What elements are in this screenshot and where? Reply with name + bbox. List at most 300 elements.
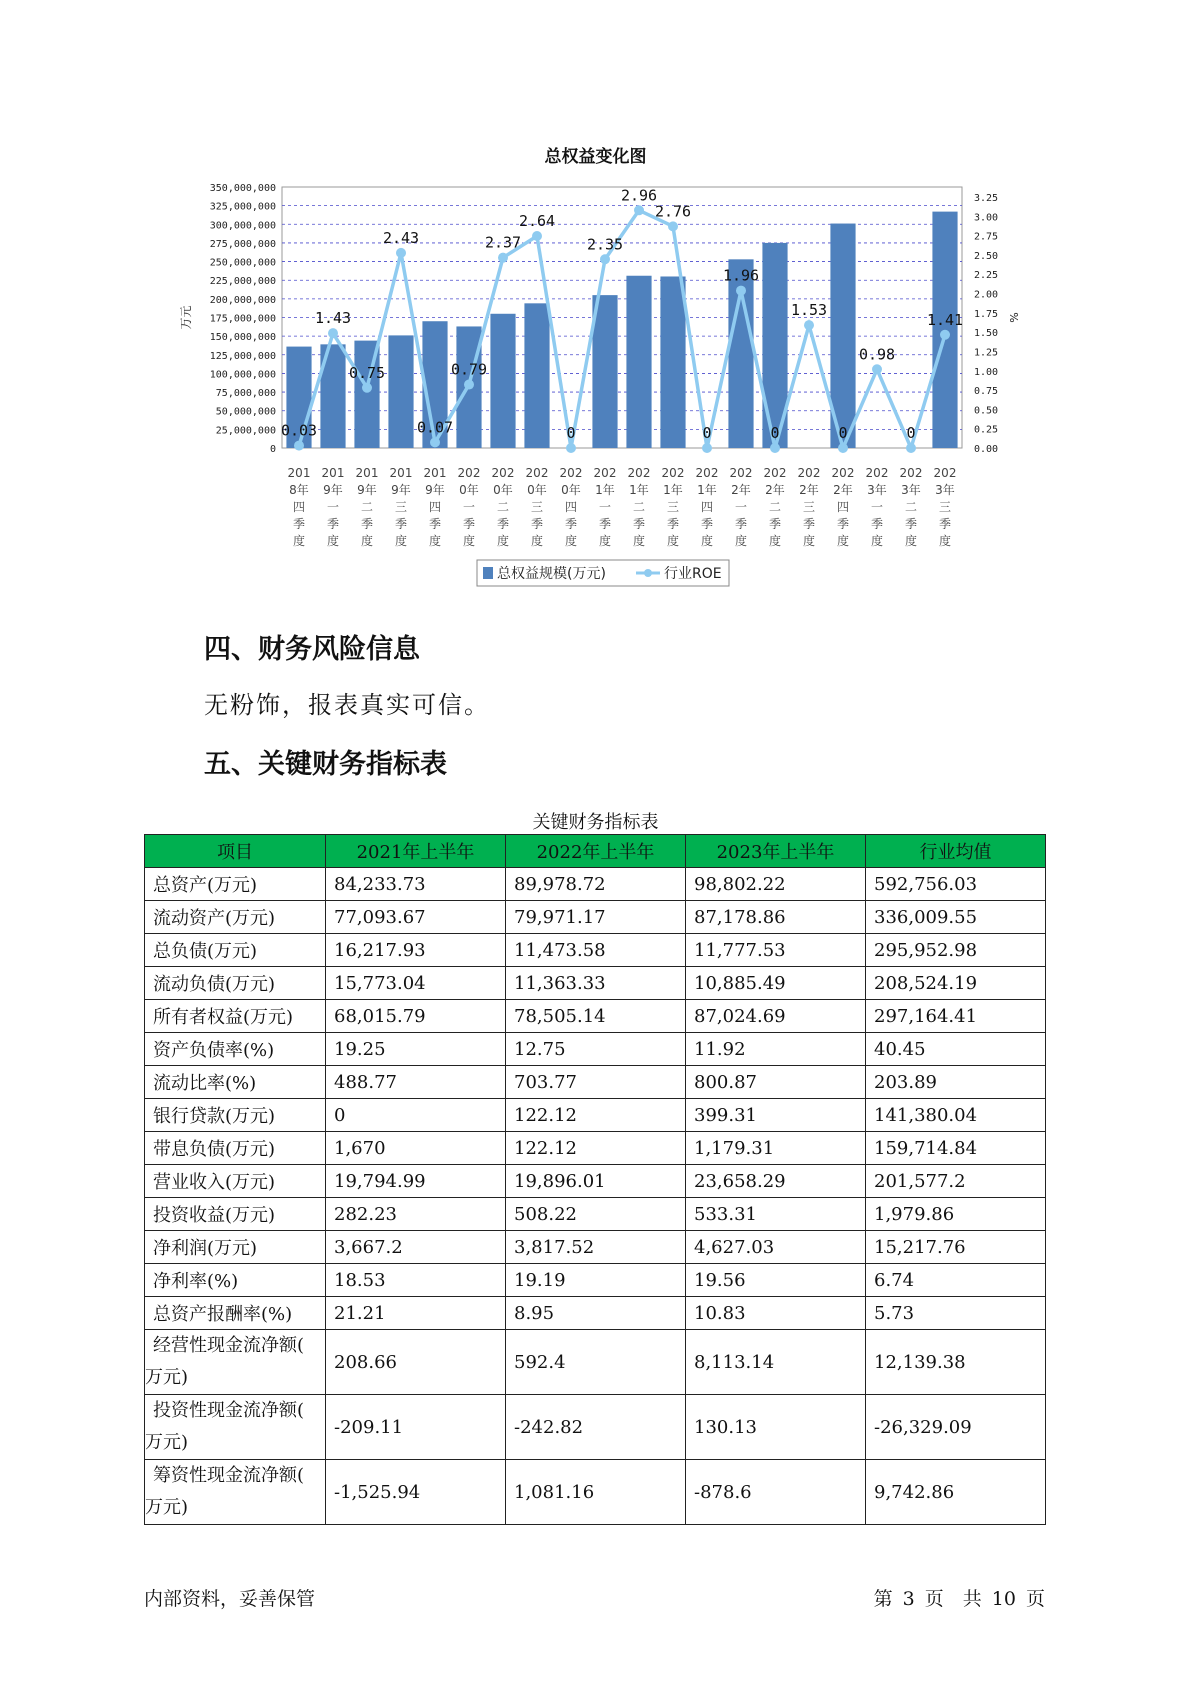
- table-cell: 3,667.2: [326, 1231, 506, 1264]
- roe-data-label: 2.76: [654, 202, 692, 221]
- x-tick-label: 季: [462, 517, 476, 531]
- table-cell: 87,024.69: [686, 1000, 866, 1033]
- footer-confidential-note: 内部资料，妥善保管: [144, 1588, 316, 1610]
- bar-equity: [592, 295, 617, 448]
- x-tick-label: 度: [734, 534, 748, 548]
- table-cell: 11,777.53: [686, 934, 866, 967]
- table-cell: 208,524.19: [866, 967, 1046, 1000]
- table-cell: -209.11: [326, 1395, 506, 1460]
- roe-point: [838, 443, 848, 453]
- table-cell: 488.77: [326, 1066, 506, 1099]
- table-header-cell: 行业均值: [866, 835, 1046, 868]
- table-cell: 592,756.03: [866, 868, 1046, 901]
- row-label: 带息负债(万元): [145, 1132, 326, 1165]
- roe-point: [430, 437, 440, 447]
- table-header-row: [145, 835, 1046, 868]
- x-tick-label: 9年: [357, 483, 377, 497]
- x-tick-label: 三: [938, 500, 952, 514]
- x-tick-label: 3年: [935, 483, 955, 497]
- table-row: [145, 1198, 1046, 1231]
- table-row: [145, 1395, 1046, 1460]
- x-tick-label: 季: [394, 517, 408, 531]
- roe-data-label: 0.75: [348, 363, 386, 382]
- table-cell: -878.6: [686, 1460, 866, 1525]
- table-row: [145, 868, 1046, 901]
- roe-point: [804, 320, 814, 330]
- roe-point: [294, 441, 304, 451]
- roe-data-label: 0: [770, 424, 780, 442]
- x-tick-label: 度: [394, 534, 408, 548]
- row-label: 净利润(万元): [145, 1231, 326, 1264]
- right-tick-label: 0.00: [974, 444, 999, 455]
- table-cell: 6.74: [866, 1264, 1046, 1297]
- table-cell: 9,742.86: [866, 1460, 1046, 1525]
- table-cell: 15,773.04: [326, 967, 506, 1000]
- bar-equity: [490, 314, 515, 448]
- roe-data-label: 0.03: [280, 421, 318, 440]
- chart-title: 总权益变化图: [544, 147, 647, 167]
- x-tick-label: 201: [355, 466, 379, 480]
- roe-data-label: 2.35: [586, 235, 624, 254]
- row-label: 流动资产(万元): [145, 901, 326, 934]
- row-label-line1: 投资性现金流净额(: [153, 1400, 305, 1421]
- table-cell: 19.56: [686, 1264, 866, 1297]
- row-label: 总资产报酬率(%): [145, 1297, 326, 1330]
- table-cell: 40.45: [866, 1033, 1046, 1066]
- table-cell: 16,217.93: [326, 934, 506, 967]
- x-tick-label: 202: [763, 466, 787, 480]
- table-cell: 21.21: [326, 1297, 506, 1330]
- x-tick-label: 度: [428, 534, 442, 548]
- x-tick-label: 度: [870, 534, 884, 548]
- table-header-cell: 2021年上半年: [326, 835, 506, 868]
- roe-data-label: 0: [702, 424, 712, 442]
- table-cell: 208.66: [326, 1330, 506, 1395]
- x-tick-label: 二: [904, 500, 918, 514]
- x-tick-label: 202: [627, 466, 651, 480]
- roe-data-label: 1.53: [790, 301, 828, 320]
- table-cell: 68,015.79: [326, 1000, 506, 1033]
- roe-data-label: 1.96: [722, 266, 760, 285]
- left-tick-label: 275,000,000: [209, 238, 276, 250]
- table-cell: 89,978.72: [506, 868, 686, 901]
- table-cell: 19.19: [506, 1264, 686, 1297]
- row-label: 流动比率(%): [145, 1066, 326, 1099]
- x-tick-label: 8年: [289, 483, 309, 497]
- table-cell: 11,363.33: [506, 967, 686, 1000]
- table-cell: 11.92: [686, 1033, 866, 1066]
- table-cell: 122.12: [506, 1099, 686, 1132]
- x-tick-label: 202: [899, 466, 923, 480]
- right-tick-label: 2.00: [974, 289, 999, 301]
- left-tick-label: 0: [269, 444, 276, 455]
- left-tick-label: 25,000,000: [215, 425, 276, 437]
- right-tick-label: 3.00: [974, 212, 999, 224]
- table-cell: 159,714.84: [866, 1132, 1046, 1165]
- row-label: 营业收入(万元): [145, 1165, 326, 1198]
- table-cell: 130.13: [686, 1395, 866, 1460]
- x-tick-label: 季: [870, 517, 884, 531]
- roe-point: [396, 248, 406, 258]
- table-cell: 8.95: [506, 1297, 686, 1330]
- x-tick-label: 202: [525, 466, 549, 480]
- x-tick-label: 9年: [425, 483, 445, 497]
- x-tick-label: 1年: [663, 483, 683, 497]
- x-tick-label: 度: [938, 534, 952, 548]
- table-cell: 703.77: [506, 1066, 686, 1099]
- roe-data-label: 0.07: [416, 418, 454, 437]
- x-tick-label: 201: [423, 466, 447, 480]
- roe-point: [566, 443, 576, 453]
- bar-equity: [626, 276, 651, 448]
- x-tick-label: 度: [802, 534, 816, 548]
- x-tick-label: 季: [836, 517, 850, 531]
- x-tick-label: 202: [865, 466, 889, 480]
- x-tick-label: 0年: [561, 483, 581, 497]
- x-tick-label: 四: [836, 500, 850, 514]
- bar-equity: [660, 276, 685, 448]
- x-tick-label: 度: [564, 534, 578, 548]
- table-cell: 533.31: [686, 1198, 866, 1231]
- x-tick-label: 0年: [493, 483, 513, 497]
- left-tick-label: 225,000,000: [209, 276, 276, 288]
- left-tick-label: 100,000,000: [209, 369, 276, 381]
- table-caption: 关键财务指标表: [532, 812, 659, 833]
- roe-point: [498, 253, 508, 263]
- table-cell: 84,233.73: [326, 868, 506, 901]
- table-header-cell: 项目: [145, 835, 326, 868]
- x-tick-label: 季: [564, 517, 578, 531]
- left-tick-label: 325,000,000: [209, 201, 276, 213]
- x-tick-label: 二: [768, 500, 782, 514]
- x-tick-label: 度: [530, 534, 544, 548]
- table-cell: 508.22: [506, 1198, 686, 1231]
- right-axis-title: %: [1007, 312, 1020, 323]
- roe-point: [770, 443, 780, 453]
- row-label: [145, 1395, 326, 1460]
- legend-line-label: 行业ROE: [664, 566, 722, 582]
- table-header-cell: 2022年上半年: [506, 835, 686, 868]
- row-label: [145, 1460, 326, 1525]
- x-tick-label: 度: [666, 534, 680, 548]
- row-label: [145, 1330, 326, 1395]
- x-tick-label: 季: [428, 517, 442, 531]
- table-cell: 19,896.01: [506, 1165, 686, 1198]
- roe-point: [634, 205, 644, 215]
- row-label: 银行贷款(万元): [145, 1099, 326, 1132]
- right-tick-label: 0.25: [974, 424, 999, 436]
- table-cell: 203.89: [866, 1066, 1046, 1099]
- row-label-line2: 万元): [145, 1432, 189, 1453]
- x-tick-label: 202: [831, 466, 855, 480]
- table-cell: 1,670: [326, 1132, 506, 1165]
- roe-point: [668, 221, 678, 231]
- table-row: [145, 1132, 1046, 1165]
- left-tick-label: 75,000,000: [215, 388, 276, 400]
- table-cell: 23,658.29: [686, 1165, 866, 1198]
- table-cell: 592.4: [506, 1330, 686, 1395]
- x-tick-label: 度: [462, 534, 476, 548]
- x-tick-label: 度: [768, 534, 782, 548]
- table-cell: 10.83: [686, 1297, 866, 1330]
- x-tick-label: 季: [938, 517, 952, 531]
- table-cell: 18.53: [326, 1264, 506, 1297]
- table-row: [145, 1099, 1046, 1132]
- x-tick-label: 季: [700, 517, 714, 531]
- roe-data-label: 0.79: [450, 360, 488, 379]
- table-row: [145, 934, 1046, 967]
- table-row: [145, 1033, 1046, 1066]
- x-tick-label: 季: [292, 517, 306, 531]
- x-tick-label: 3年: [867, 483, 887, 497]
- roe-data-label: 1.43: [314, 309, 352, 328]
- x-tick-label: 季: [496, 517, 510, 531]
- roe-point: [362, 383, 372, 393]
- table-row: [145, 1330, 1046, 1395]
- table-cell: 3,817.52: [506, 1231, 686, 1264]
- x-tick-label: 202: [797, 466, 821, 480]
- x-tick-label: 季: [768, 517, 782, 531]
- risk-description: 无粉饰，报表真实可信。: [204, 691, 490, 719]
- row-label: 总负债(万元): [145, 934, 326, 967]
- x-tick-label: 一: [326, 500, 340, 514]
- x-tick-label: 度: [292, 534, 306, 548]
- right-tick-label: 0.75: [974, 386, 999, 398]
- right-tick-label: 3.25: [974, 193, 999, 204]
- roe-point: [532, 231, 542, 241]
- row-label: 投资收益(万元): [145, 1198, 326, 1231]
- row-label-line1: 筹资性现金流净额(: [153, 1465, 305, 1486]
- roe-data-label: 2.64: [518, 211, 556, 230]
- roe-data-label: 1.41: [926, 310, 964, 329]
- table-cell: 141,380.04: [866, 1099, 1046, 1132]
- x-tick-label: 度: [496, 534, 510, 548]
- table-cell: 201,577.2: [866, 1165, 1046, 1198]
- left-tick-label: 350,000,000: [209, 183, 276, 194]
- table-cell: 4,627.03: [686, 1231, 866, 1264]
- x-tick-label: 2年: [799, 483, 819, 497]
- x-tick-label: 2年: [765, 483, 785, 497]
- x-tick-label: 一: [734, 500, 748, 514]
- table-cell: 77,093.67: [326, 901, 506, 934]
- x-tick-label: 一: [462, 500, 476, 514]
- legend-bar-label: 总权益规模(万元): [497, 566, 606, 582]
- table-row: [145, 1231, 1046, 1264]
- table-cell: 12.75: [506, 1033, 686, 1066]
- footer-page-number: 第 3 页 共 10 页: [873, 1588, 1045, 1610]
- roe-point: [328, 328, 338, 338]
- x-tick-label: 201: [321, 466, 345, 480]
- x-tick-label: 202: [559, 466, 583, 480]
- roe-point: [736, 286, 746, 296]
- table-cell: 399.31: [686, 1099, 866, 1132]
- table-cell: 1,179.31: [686, 1132, 866, 1165]
- x-tick-label: 202: [661, 466, 685, 480]
- roe-point: [872, 364, 882, 374]
- left-tick-label: 125,000,000: [209, 350, 276, 362]
- x-tick-label: 季: [802, 517, 816, 531]
- x-tick-label: 度: [598, 534, 612, 548]
- x-tick-label: 3年: [901, 483, 921, 497]
- row-label: 总资产(万元): [145, 868, 326, 901]
- right-tick-label: 2.25: [974, 270, 999, 282]
- roe-point: [940, 330, 950, 340]
- x-tick-label: 度: [632, 534, 646, 548]
- roe-point: [464, 380, 474, 390]
- table-cell: 12,139.38: [866, 1330, 1046, 1395]
- x-tick-label: 202: [729, 466, 753, 480]
- x-tick-label: 季: [632, 517, 646, 531]
- table-cell: 79,971.17: [506, 901, 686, 934]
- x-tick-label: 度: [904, 534, 918, 548]
- x-tick-label: 二: [632, 500, 646, 514]
- right-tick-label: 2.50: [974, 250, 999, 262]
- left-tick-label: 200,000,000: [209, 294, 276, 306]
- table-cell: 19.25: [326, 1033, 506, 1066]
- x-tick-label: 度: [360, 534, 374, 548]
- x-tick-label: 四: [292, 500, 306, 514]
- x-tick-label: 度: [700, 534, 714, 548]
- table-cell: 297,164.41: [866, 1000, 1046, 1033]
- x-tick-label: 四: [700, 500, 714, 514]
- x-tick-label: 度: [326, 534, 340, 548]
- left-axis-title: 万元: [179, 305, 193, 330]
- right-tick-label: 1.50: [974, 328, 999, 340]
- x-tick-label: 202: [695, 466, 719, 480]
- x-tick-label: 一: [870, 500, 884, 514]
- x-tick-label: 季: [530, 517, 544, 531]
- roe-data-label: 0: [566, 424, 576, 442]
- roe-data-label: 0.98: [858, 345, 896, 364]
- roe-data-label: 2.37: [484, 233, 522, 252]
- right-tick-label: 2.75: [974, 231, 999, 243]
- table-row: [145, 1460, 1046, 1525]
- table-cell: 87,178.86: [686, 901, 866, 934]
- left-tick-label: 50,000,000: [215, 406, 276, 418]
- equity-chart: [0, 0, 1191, 620]
- table-cell: 10,885.49: [686, 967, 866, 1000]
- row-label-line1: 经营性现金流净额(: [153, 1335, 305, 1356]
- table-cell: 336,009.55: [866, 901, 1046, 934]
- kpi-table: [144, 834, 1046, 1525]
- table-row: [145, 1297, 1046, 1330]
- x-tick-label: 四: [428, 500, 442, 514]
- table-cell: -26,329.09: [866, 1395, 1046, 1460]
- roe-point: [600, 254, 610, 264]
- x-tick-label: 三: [666, 500, 680, 514]
- table-row: [145, 1264, 1046, 1297]
- right-tick-label: 0.50: [974, 405, 999, 417]
- table-row: [145, 967, 1046, 1000]
- right-tick-label: 1.25: [974, 347, 999, 359]
- row-label-line2: 万元): [145, 1367, 189, 1388]
- kpi-section-heading: 五、关键财务指标表: [204, 749, 447, 780]
- table-cell: 8,113.14: [686, 1330, 866, 1395]
- row-label: 流动负债(万元): [145, 967, 326, 1000]
- x-tick-label: 二: [360, 500, 374, 514]
- x-tick-label: 四: [564, 500, 578, 514]
- table-cell: 1,979.86: [866, 1198, 1046, 1231]
- table-cell: 5.73: [866, 1297, 1046, 1330]
- x-tick-label: 0年: [527, 483, 547, 497]
- table-cell: 19,794.99: [326, 1165, 506, 1198]
- x-tick-label: 1年: [697, 483, 717, 497]
- x-tick-label: 201: [389, 466, 413, 480]
- x-tick-label: 季: [598, 517, 612, 531]
- x-tick-label: 度: [836, 534, 850, 548]
- table-cell: 15,217.76: [866, 1231, 1046, 1264]
- x-tick-label: 一: [598, 500, 612, 514]
- right-tick-label: 1.00: [974, 366, 999, 378]
- roe-point: [906, 443, 916, 453]
- x-tick-label: 202: [933, 466, 957, 480]
- roe-point: [702, 443, 712, 453]
- table-cell: 295,952.98: [866, 934, 1046, 967]
- row-label-line2: 万元): [145, 1497, 189, 1518]
- table-header-cell: 2023年上半年: [686, 835, 866, 868]
- row-label: 所有者权益(万元): [145, 1000, 326, 1033]
- x-tick-label: 季: [666, 517, 680, 531]
- x-tick-label: 201: [287, 466, 311, 480]
- x-tick-label: 1年: [595, 483, 615, 497]
- row-label: 净利率(%): [145, 1264, 326, 1297]
- table-row: [145, 1066, 1046, 1099]
- x-tick-label: 三: [394, 500, 408, 514]
- roe-data-label: 0: [906, 424, 916, 442]
- risk-section-heading: 四、财务风险信息: [204, 634, 420, 665]
- x-tick-label: 二: [496, 500, 510, 514]
- x-tick-label: 三: [802, 500, 816, 514]
- x-tick-label: 202: [491, 466, 515, 480]
- x-tick-label: 202: [593, 466, 617, 480]
- x-tick-label: 季: [734, 517, 748, 531]
- x-tick-label: 三: [530, 500, 544, 514]
- left-tick-label: 175,000,000: [209, 313, 276, 325]
- x-tick-label: 季: [904, 517, 918, 531]
- roe-data-label: 2.43: [382, 228, 420, 247]
- legend-line-marker: [644, 569, 652, 577]
- bar-equity: [388, 335, 413, 448]
- legend-bar-swatch: [483, 567, 493, 579]
- table-cell: 282.23: [326, 1198, 506, 1231]
- table-cell: 78,505.14: [506, 1000, 686, 1033]
- table-cell: 98,802.22: [686, 868, 866, 901]
- x-tick-label: 9年: [391, 483, 411, 497]
- table-cell: 122.12: [506, 1132, 686, 1165]
- bar-equity: [524, 303, 549, 448]
- table-row: [145, 901, 1046, 934]
- x-tick-label: 1年: [629, 483, 649, 497]
- x-tick-label: 0年: [459, 483, 479, 497]
- row-label: 资产负债率(%): [145, 1033, 326, 1066]
- left-tick-label: 300,000,000: [209, 220, 276, 232]
- table-cell: -1,525.94: [326, 1460, 506, 1525]
- table-cell: 0: [326, 1099, 506, 1132]
- table-cell: -242.82: [506, 1395, 686, 1460]
- table-cell: 1,081.16: [506, 1460, 686, 1525]
- left-tick-label: 250,000,000: [209, 257, 276, 269]
- table-cell: 11,473.58: [506, 934, 686, 967]
- x-tick-label: 2年: [833, 483, 853, 497]
- roe-data-label: 0: [838, 424, 848, 442]
- x-tick-label: 季: [326, 517, 340, 531]
- roe-data-label: 2.96: [620, 186, 658, 205]
- left-tick-label: 150,000,000: [209, 332, 276, 344]
- x-tick-label: 季: [360, 517, 374, 531]
- table-cell: 800.87: [686, 1066, 866, 1099]
- x-tick-label: 9年: [323, 483, 343, 497]
- table-row: [145, 1000, 1046, 1033]
